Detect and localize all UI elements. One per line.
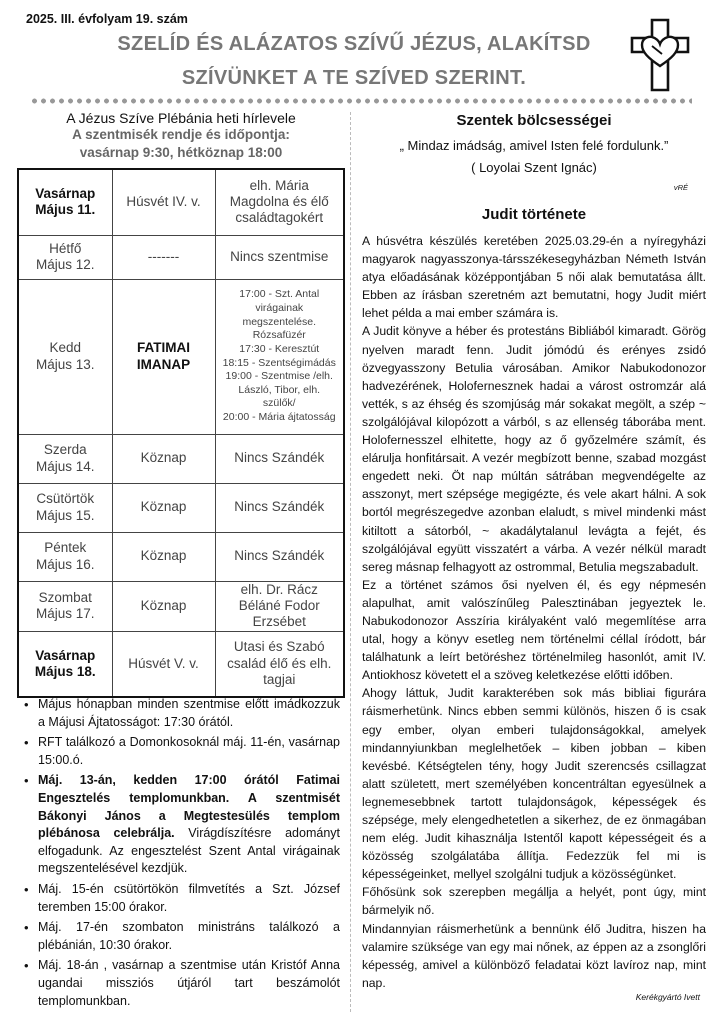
celebration-cell: Köznap (112, 581, 215, 631)
celebration-cell: Húsvét IV. v. (112, 169, 215, 235)
intention-cell: Nincs Szándék (215, 483, 344, 532)
list-item: • Máj. 13-án, kedden 17:00 órától Fatimai Engesztelés templomunkban. A szentmisét Bákonyi János a Megtestesülés templom plébánosa celebrálja. Virágdíszítésre adományt elfogadunk. Az engesztelést Szent Antal virágainak megszentelésével kezdjük. (22, 772, 340, 878)
celebration-cell: Köznap (112, 483, 215, 532)
header-divider (30, 98, 692, 104)
article-paragraph: Főhősünk sok szerepben megállja a helyét, pont úgy, mint bármelyik nő. (362, 885, 706, 918)
intention-cell: Nincs Szándék (215, 434, 344, 483)
celebration-cell: Köznap (112, 434, 215, 483)
day-cell: Kedd Május 13. (18, 279, 112, 434)
celebration-cell: ------- (112, 235, 215, 279)
mass-schedule-table (17, 168, 345, 698)
newsletter-title: A Jézus Szíve Plébánia heti hírlevele (66, 110, 296, 126)
day-cell: Szerda Május 14. (18, 434, 112, 483)
article-paragraph: A húsvétra készülés keretében 2025.03.29-én a nyíregyházi magyarok nagyasszonya-társszékesegyházban Németh István atya előadásának középpontjában 5 női alak bemutatása állt. Ebben az írásban szeretném azt bemutatni, hogy Judit miért lehet példa a mai ember számára is. (362, 234, 706, 321)
day-cell: Péntek Május 16. (18, 532, 112, 581)
table-row (18, 169, 344, 235)
table-row (18, 483, 344, 532)
saints-heading: Szentek bölcsességei (456, 112, 612, 129)
column-divider (350, 112, 351, 1012)
list-item: • Máj. 17-én szombaton ministráns találkozó a plébánián, 10:30 órakor. (22, 919, 340, 954)
highlight-text: Máj. 13-án, kedden 17:00 órától Fatimai Engesztelés templomunkban. A szentmisét Bákonyi János a Megtestesülés templom plébánosa celebrálja. (38, 773, 340, 841)
article-paragraph: A Judit könyve a héber és protestáns Bibliából kimaradt. Görög nyelven maradt fenn. Judit jómódú és erényes zsidó özvegyasszony Betulia városában. Amikor Nabukodonozor hadvezérének, Holofernesznek hadai a várost ostromzár alá vették, s az éhség és szomjúság már sokakat megölt, a szép ~ szolgálójával kilopózott a várból, s az ellenség táborába ment. Holofernesszel elhitette, hogy az ő győzelmére számít, és elárulja honfitársait. A vezér megbízott benne, szabad mozgást engedett neki. Öt nap múltán sátrában megvendégelte az asszonyt, mert szépsége megigézte, és vele akart hálni. A sok bortól megrészegedve azonban elaludt, s mivel mindenki mást kitiltott a sátorból, ~ akadálytalanul levágta a fejét, és szolgálójával együtt visszatért a várba. A vezér nélkül maradt sereg másnap felhagyott az ostrommal, Betulia megszabadult. (362, 324, 706, 574)
table-row (18, 532, 344, 581)
intention-cell: elh. Mária Magdolna és élő családtagokért (215, 169, 344, 235)
day-cell: Szombat Május 17. (18, 581, 112, 631)
quote-text: „ Mindaz imádság, amivel Isten felé fordulunk.” (399, 138, 669, 153)
list-item: • Május hónapban minden szentmise előtt imádkozzuk a Májusi Ájtatosságot: 17:30 órától. (22, 696, 340, 731)
day-cell: Vasárnap Május 11. (18, 169, 112, 235)
table-row (18, 631, 344, 697)
table-row (18, 434, 344, 483)
quote-author: ( Loyolai Szent Ignác) (471, 160, 597, 175)
announcements-list (22, 696, 340, 1013)
sacred-heart-cross-icon (628, 18, 692, 92)
intention-cell: elh. Dr. Rácz Béláné Fodor Erzsébet (215, 581, 344, 631)
day-cell: Vasárnap Május 18. (18, 631, 112, 697)
celebration-cell: FATIMAI IMANAP (112, 279, 215, 434)
mass-times: vasárnap 9:30, hétköznap 18:00 (79, 145, 283, 160)
celebration-cell: Húsvét V. v. (112, 631, 215, 697)
list-item: • RFT találkozó a Domonkosoknál máj. 11-én, vasárnap 15:00.ó. (22, 734, 340, 769)
day-cell: Hétfő Május 12. (18, 235, 112, 279)
author-signature: Kerékgyártó Ivett (635, 992, 700, 1002)
article-body (362, 232, 706, 992)
intention-cell: Utasi és Szabó család élő és elh. tagjai (215, 631, 344, 697)
table-row (18, 235, 344, 279)
article-title: Judit története (481, 206, 587, 223)
quote-credit: vRÉ (673, 183, 688, 192)
table-row (18, 581, 344, 631)
article-paragraph: Ahogy láttuk, Judit karakterében sok más bibliai figurára ráismerhetünk. Nincs ebben semmi különös, hiszen ő is csak egy ember, olyan emberi tulajdonságokkal, amelyek mindannyiunkban meglelhetőek – kiben jobban – kiben kevésbé. Kétségtelen tény, hogy Judit szerencsés csillagzat alatt született, mert személyében koncentráltan egyesülnek a legnemesebbnek tartott tulajdonságok, képességek és szépsége, mely elengedhetetlen a sikerhez, de ez önmagában nem elég. Judit kihasználja Istentől kapott képességeit és a közösség szolgálatába állítja. Fedezzük fel mi is képességeinket, mellyel szolgálni tudjuk a közösségünket. (362, 686, 706, 882)
article-paragraph: Ez a történet számos ősi nyelven él, és egy népmesén alapulhat, amit valószínűleg Palesztinában jegyeztek le. Nabukodonozor Asszíria királyaként való megemlítése arra utal, hogy a könyv esetleg nem történelmi céllal íródott, bár találhatunk a leírt betöréshez történelmileg hasonlót, amit IV. Antiokhosz követett el a szöveg keletkezése előtti időben. (362, 577, 706, 683)
intention-cell: Nincs Szándék (215, 532, 344, 581)
article-paragraph: Mindannyian ráismerhetünk a bennünk élő Juditra, hiszen ha valamire szüksége van egy mai nőnek, az éppen az a zsonglőri képesség, amivel a különböző feladatai közt lavíroz nap, mint nap. (362, 921, 706, 990)
headline-line-2: SZÍVÜNKET A TE SZÍVED SZERINT. (181, 67, 527, 89)
list-item: • Máj. 18-án , vasárnap a szentmise után Kristóf Anna ugandai missziós útjáról tart beszámolót templomunkban. (22, 957, 340, 1010)
celebration-cell: Köznap (112, 532, 215, 581)
issue-label: 2025. III. évfolyam 19. szám (26, 12, 188, 26)
mass-schedule-heading: A szentmisék rendje és időpontja: (72, 127, 290, 142)
intention-cell: 17:00 - Szt. Antal virágainak megszentelése. Rózsafüzér 17:30 - Keresztút 18:15 - Szentségimádás 19:00 - Szentmise /elh. László, Tibor, elh. szülők/ 20:00 - Mária ájtatosság (215, 279, 344, 434)
list-item: • Máj. 15-én csütörtökön filmvetítés a Szt. József teremben 15:00 órakor. (22, 881, 340, 916)
intention-cell: Nincs szentmise (215, 235, 344, 279)
headline-line-1: SZELÍD ÉS ALÁZATOS SZÍVŰ JÉZUS, ALAKÍTSD (117, 33, 591, 55)
table-row (18, 279, 344, 434)
day-cell: Csütörtök Május 15. (18, 483, 112, 532)
